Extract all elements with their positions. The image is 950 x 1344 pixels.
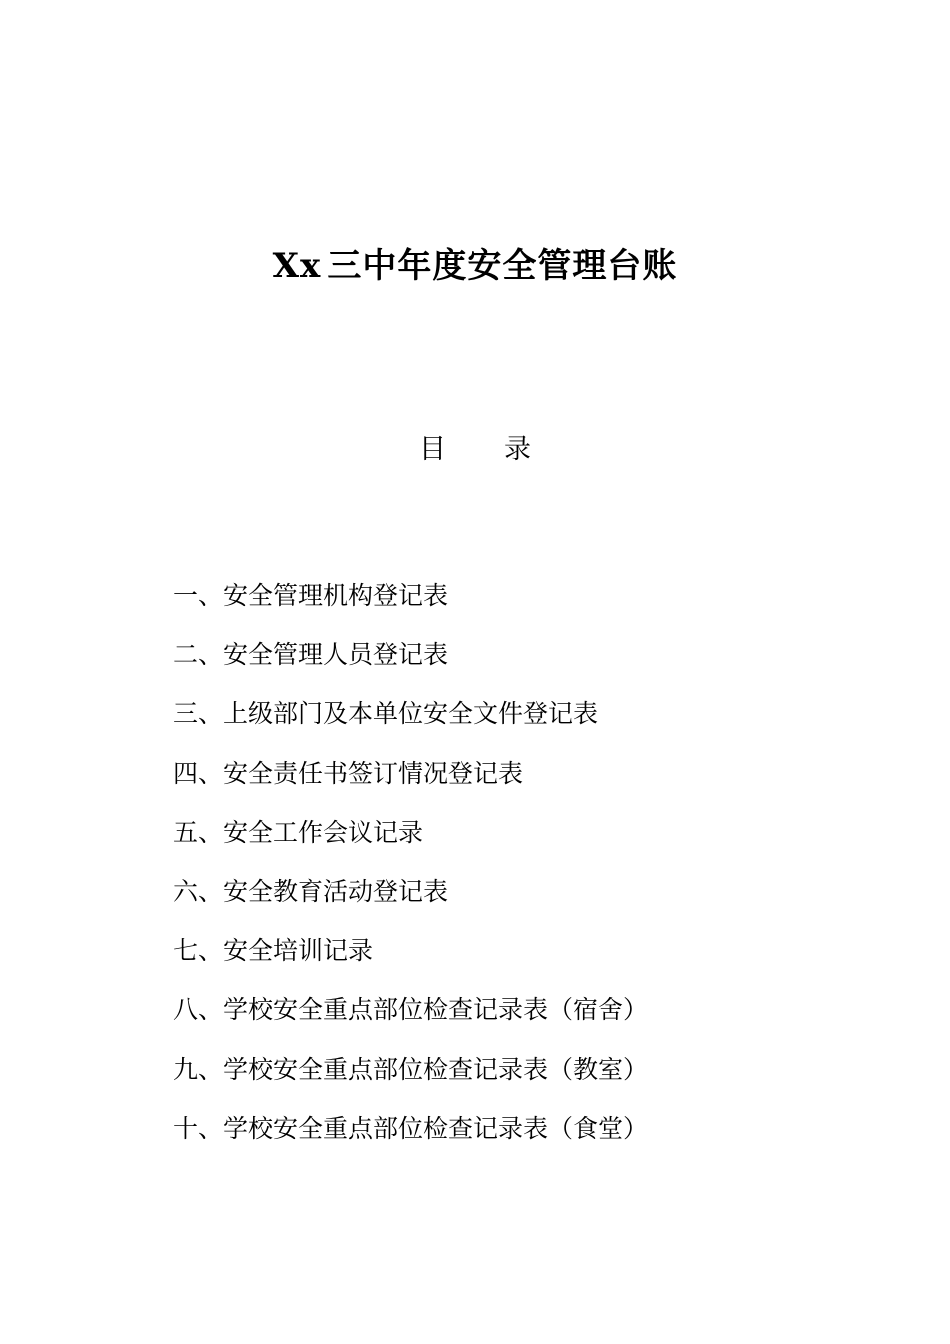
toc-heading-right: 录 <box>504 434 531 465</box>
toc-item: 三、上级部门及本单位安全文件登记表 <box>173 699 599 729</box>
document-title-main: 三中年度安全管理台账 <box>327 246 678 286</box>
toc-item: 五、安全工作会议记录 <box>173 817 424 847</box>
toc-item: 八、学校安全重点部位检查记录表（宿舍） <box>173 995 649 1025</box>
toc-item: 二、安全管理人员登记表 <box>173 640 449 670</box>
document-title <box>0 242 950 290</box>
toc-heading-left: 目 <box>419 434 446 465</box>
toc-item: 一、安全管理机构登记表 <box>173 581 449 610</box>
toc-item: 六、安全教育活动登记表 <box>173 876 449 906</box>
document-title-prefix: Xx <box>272 246 322 286</box>
toc-item: 四、安全责任书签订情况登记表 <box>173 758 524 788</box>
toc-list <box>173 576 648 1168</box>
toc-item: 十、学校安全重点部位检查记录表（食堂） <box>173 1113 649 1143</box>
toc-item: 七、安全培训记录 <box>173 936 374 966</box>
toc-heading <box>0 430 950 470</box>
toc-item: 九、学校安全重点部位检查记录表（教室） <box>173 1054 649 1084</box>
